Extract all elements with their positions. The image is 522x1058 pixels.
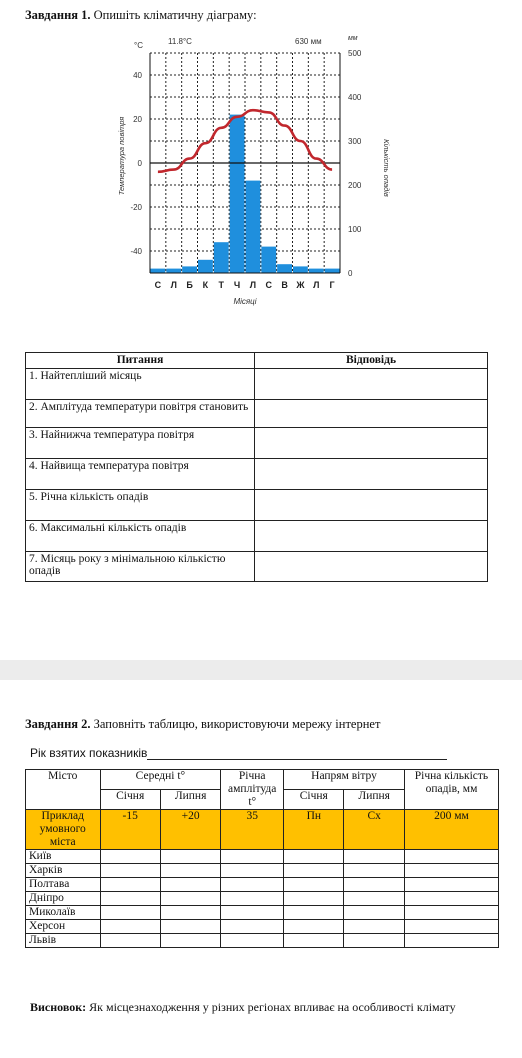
month-label: С — [265, 280, 272, 290]
precip-bar-9 — [277, 264, 292, 273]
city-poltava: Полтава — [26, 878, 101, 892]
cell[interactable] — [100, 864, 160, 878]
left-axis-unit: °C — [134, 41, 143, 50]
example-jan-wind: Пн — [284, 810, 344, 850]
conclusion-text: Як місцезнаходження у різних регіонах впливає на особливості клімату — [89, 1000, 456, 1014]
left-axis-label: Температура повітря — [117, 116, 126, 196]
city-lviv: Львів — [26, 934, 101, 948]
cell[interactable] — [160, 878, 220, 892]
conclusion-label: Висновок: — [30, 1000, 87, 1014]
city-kyiv: Київ — [26, 850, 101, 864]
cell[interactable] — [344, 892, 404, 906]
cell[interactable] — [404, 850, 498, 864]
left-axis-ticks — [130, 71, 142, 256]
header-precip: Річна кількість опадів, мм — [404, 770, 498, 810]
month-label: Ж — [296, 280, 305, 290]
month-label: Л — [170, 280, 177, 290]
cell[interactable] — [160, 920, 220, 934]
header-amplitude: Річна амплітуда t° — [221, 770, 284, 810]
month-label: Ч — [233, 280, 241, 290]
precip-bar-8 — [261, 247, 276, 273]
cell[interactable] — [100, 892, 160, 906]
question-7: 7. Місяць року з мінімальною кількістю опадів — [26, 552, 255, 582]
cell[interactable] — [221, 850, 284, 864]
city-kharkiv: Харків — [26, 864, 101, 878]
month-label: Г — [329, 280, 335, 290]
left-tick-label: -20 — [130, 203, 142, 212]
city-dnipro: Дніпро — [26, 892, 101, 906]
header-wind: Напрям вітру — [284, 770, 405, 790]
cell[interactable] — [160, 892, 220, 906]
precip-bar-3 — [182, 266, 197, 273]
question-5: 5. Річна кількість опадів — [26, 490, 255, 521]
annual-precip: 630 мм — [295, 37, 322, 46]
right-tick-label: 300 — [348, 137, 362, 146]
header-jan-wind: Січня — [284, 790, 344, 810]
precip-bar-1 — [151, 269, 166, 273]
precip-bar-4 — [198, 260, 213, 273]
header-jul-temp: Липня — [160, 790, 220, 810]
example-jul-wind: Сх — [344, 810, 404, 850]
questions-table — [25, 352, 488, 582]
cell[interactable] — [344, 934, 404, 948]
left-tick-label: 0 — [137, 159, 142, 168]
header-city: Місто — [26, 770, 101, 810]
cell[interactable] — [284, 850, 344, 864]
answer-3[interactable] — [255, 428, 488, 459]
year-line — [30, 746, 447, 760]
month-labels — [155, 280, 335, 290]
cell[interactable] — [100, 850, 160, 864]
example-amplitude: 35 — [221, 810, 284, 850]
cell[interactable] — [344, 920, 404, 934]
example-row — [26, 810, 499, 850]
cell[interactable] — [284, 920, 344, 934]
month-label: Л — [313, 280, 320, 290]
precip-bar-10 — [293, 266, 308, 273]
x-axis-label: Місяці — [233, 297, 257, 306]
cell[interactable] — [344, 878, 404, 892]
cell[interactable] — [404, 892, 498, 906]
cell[interactable] — [344, 850, 404, 864]
cell[interactable] — [404, 920, 498, 934]
question-6: 6. Максимальні кількість опадів — [26, 521, 255, 552]
cell[interactable] — [160, 864, 220, 878]
example-precip: 200 мм — [404, 810, 498, 850]
header-avg-temp: Середні t° — [100, 770, 221, 790]
cell[interactable] — [404, 934, 498, 948]
city-mykolaiv: Миколаїв — [26, 906, 101, 920]
cell[interactable] — [100, 934, 160, 948]
climate-chart — [110, 28, 410, 318]
question-3: 3. Найнижча температура повітря — [26, 428, 255, 459]
cities-table — [25, 769, 499, 948]
right-tick-label: 200 — [348, 181, 362, 190]
cell[interactable] — [284, 906, 344, 920]
cell[interactable] — [100, 878, 160, 892]
cell[interactable] — [100, 906, 160, 920]
question-1: 1. Найтепліший місяць — [26, 369, 255, 400]
right-axis-unit: мм — [348, 35, 358, 42]
year-blank[interactable] — [147, 748, 447, 760]
month-label: Т — [218, 280, 224, 290]
task2-label: Завдання 2. — [25, 717, 91, 731]
header-jan-temp: Січня — [100, 790, 160, 810]
task2-text: Заповніть таблицю, використовуючи мережу інтернет — [93, 717, 381, 731]
cell[interactable] — [404, 906, 498, 920]
right-axis-label: Кількість опадів — [382, 139, 391, 197]
left-tick-label: 40 — [133, 71, 142, 80]
cell[interactable] — [344, 906, 404, 920]
answer-5[interactable] — [255, 490, 488, 521]
month-label: С — [154, 280, 162, 290]
header-answer: Відповідь — [255, 353, 488, 369]
right-axis-ticks — [348, 49, 362, 278]
answer-1[interactable] — [255, 369, 488, 400]
header-question: Питання — [26, 353, 255, 369]
cell[interactable] — [284, 934, 344, 948]
example-jul-temp: +20 — [160, 810, 220, 850]
right-tick-label: 500 — [348, 49, 362, 58]
precip-bar-7 — [246, 181, 261, 273]
cell[interactable] — [404, 864, 498, 878]
cell[interactable] — [221, 864, 284, 878]
year-label: Рік взятих показників — [30, 746, 148, 760]
task2-title — [25, 717, 380, 732]
annual-temp: 11.8°C — [168, 37, 192, 46]
cell[interactable] — [221, 892, 284, 906]
precip-bar-5 — [214, 242, 229, 273]
page-separator — [0, 660, 522, 680]
precip-bar-6 — [230, 115, 245, 273]
example-city: Приклад умовного міста — [26, 810, 101, 850]
cell[interactable] — [160, 934, 220, 948]
cell[interactable] — [160, 906, 220, 920]
task1-title — [25, 8, 257, 23]
left-tick-label: 20 — [133, 115, 142, 124]
conclusion — [30, 1000, 470, 1015]
cell[interactable] — [284, 864, 344, 878]
question-4: 4. Найвища температура повітря — [26, 459, 255, 490]
precip-bar-11 — [309, 269, 324, 273]
cell[interactable] — [221, 934, 284, 948]
month-label: В — [281, 280, 288, 290]
question-2: 2. Амплітуда температури повітря становить — [26, 400, 255, 428]
header-jul-wind: Липня — [344, 790, 404, 810]
cell[interactable] — [160, 850, 220, 864]
month-label: К — [202, 280, 209, 290]
month-label: Б — [186, 280, 193, 290]
precip-bar-2 — [166, 269, 181, 273]
answer-4[interactable] — [255, 459, 488, 490]
answer-6[interactable] — [255, 521, 488, 552]
answer-7[interactable] — [255, 552, 488, 582]
answer-2[interactable] — [255, 400, 488, 428]
cell[interactable] — [344, 864, 404, 878]
right-tick-label: 400 — [348, 93, 362, 102]
task1-text: Опишіть кліматичну діаграму: — [93, 8, 257, 22]
left-tick-label: -40 — [130, 247, 142, 256]
cell[interactable] — [221, 920, 284, 934]
cell[interactable] — [284, 892, 344, 906]
right-tick-label: 100 — [348, 225, 362, 234]
precip-bar-12 — [325, 269, 340, 273]
right-tick-label: 0 — [348, 269, 353, 278]
cell[interactable] — [404, 878, 498, 892]
cell[interactable] — [221, 878, 284, 892]
cell[interactable] — [100, 920, 160, 934]
task1-label: Завдання 1. — [25, 8, 91, 22]
example-jan-temp: -15 — [100, 810, 160, 850]
cell[interactable] — [221, 906, 284, 920]
month-label: Л — [249, 280, 257, 290]
cell[interactable] — [284, 878, 344, 892]
city-kherson: Херсон — [26, 920, 101, 934]
